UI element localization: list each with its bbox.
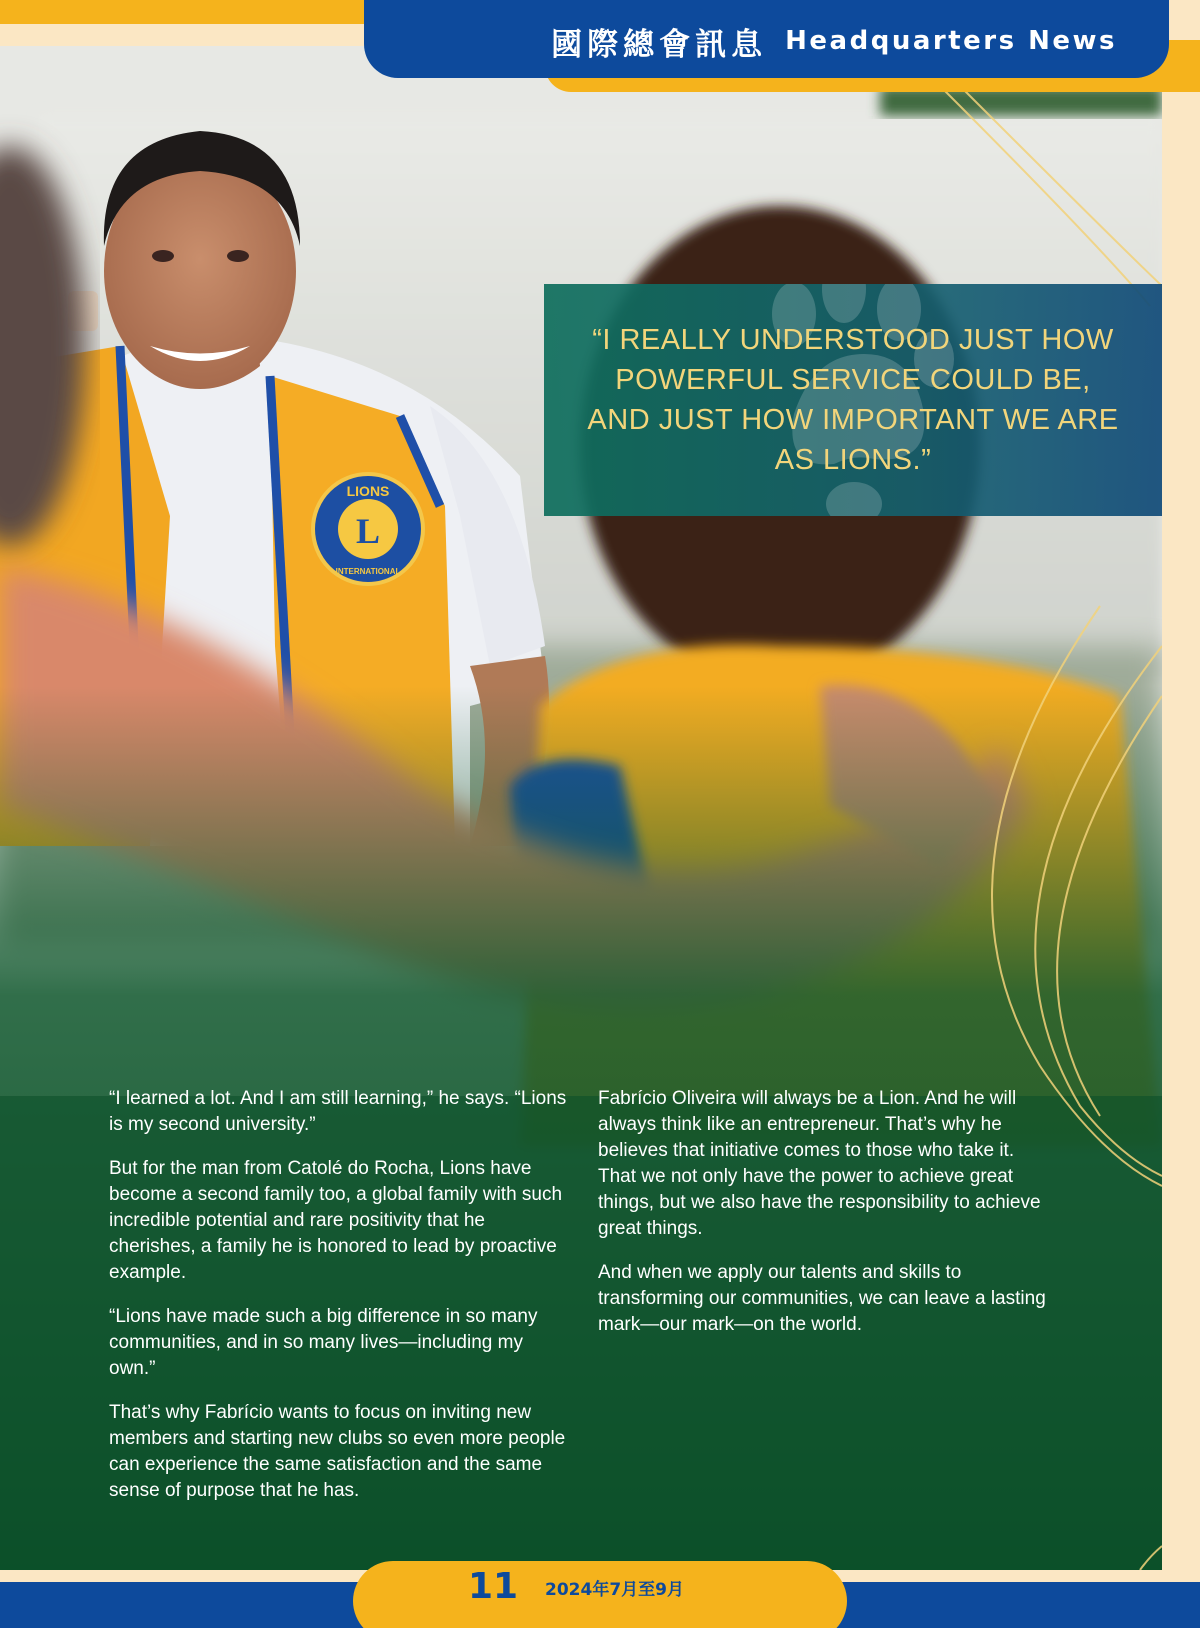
body-column-left	[109, 1086, 571, 1522]
paragraph: Fabrício Oliveira will always be a Lion. And he will always think like an entrepreneur. That’s why he believes that initiative comes to those who take it. That we not only have the power to achieve great things, but we also have the responsibility to achieve great things.	[598, 1088, 1041, 1239]
emblem-text: LIONS	[346, 483, 390, 499]
body-column-right	[598, 1086, 1046, 1356]
section-title-en: Headquarters News	[785, 26, 1117, 56]
paragraph: But for the man from Catolé do Rocha, Lions have become a second family too, a global family with such incredible potential and rare positivity that he cherishes, a family he is honored to lead by proactive example.	[109, 1158, 563, 1283]
paragraph: “I learned a lot. And I am still learning,” he says. “Lions is my second university.”	[109, 1088, 567, 1135]
issue-date: 2024年7月至9月	[545, 1580, 684, 1600]
emblem-letter: L	[355, 511, 381, 551]
paragraph: That’s why Fabrício wants to focus on inviting new members and starting new clubs so even more people can experience the same satisfaction and the same sense of purpose that he has.	[109, 1402, 566, 1501]
pull-quote-text: “I REALLY UNDERSTOOD JUST HOW POWERFUL SERVICE COULD BE, AND JUST HOW IMPORTANT WE ARE AS LIONS.”	[587, 324, 1119, 476]
emblem-subtext: INTERNATIONAL	[335, 567, 401, 576]
paragraph: “Lions have made such a big difference in so many communities, and in so many lives—including my own.”	[109, 1306, 538, 1379]
section-header	[364, 0, 1169, 78]
page-number: 11	[468, 1566, 519, 1607]
right-margin-strip	[1162, 90, 1200, 1570]
section-title-zh: 國際總會訊息	[551, 26, 768, 63]
paragraph: And when we apply our talents and skills to transforming our communities, we can leave a lasting mark—our mark—on the world.	[598, 1262, 1046, 1335]
pull-quote-box	[544, 284, 1162, 516]
top-cream-strip	[0, 24, 380, 46]
